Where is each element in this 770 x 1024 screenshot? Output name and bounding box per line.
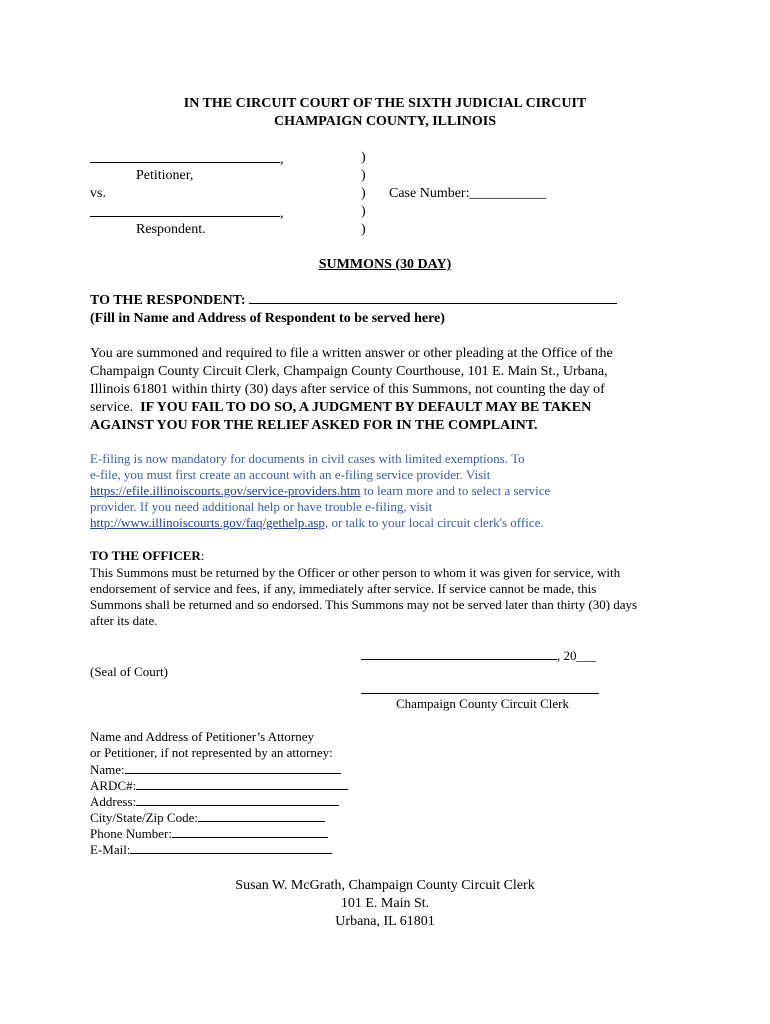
clerk-city: Urbana, IL 61801 [335, 914, 435, 929]
officer-heading: TO THE OFFICER: [90, 548, 205, 563]
attorney-city-blank[interactable] [198, 821, 325, 822]
attorney-ardc-field: ARDC#: [90, 778, 348, 794]
attorney-heading: Name and Address of Petitioner’s Attorney [90, 729, 314, 744]
petitioner-blank[interactable] [90, 162, 280, 163]
case-number-blank[interactable]: ___________ [469, 186, 547, 201]
clerk-label: Champaign County Circuit Clerk [396, 696, 569, 711]
attorney-name-field: Name: [90, 762, 341, 778]
respondent-label: Respondent. [136, 222, 206, 237]
default-warning-cont: AGAINST YOU FOR THE RELIEF ASKED FOR IN THE COMPLAINT. [90, 418, 538, 433]
officer-line: after its date. [90, 613, 158, 628]
clerk-street: 101 E. Main St. [340, 896, 430, 911]
efiling-line: https://efile.illinoiscourts.gov/service-providers.htm to learn more and to select a service [90, 483, 551, 498]
efiling-line: e-file, you must first create an account with an e-filing service provider. Visit [90, 467, 491, 482]
petitioner-line: , [90, 151, 284, 168]
body-line: service. IF YOU FAIL TO DO SO, A JUDGMENT BY DEFAULT MAY BE TAKEN [90, 400, 592, 415]
attorney-ardc-blank[interactable] [136, 789, 348, 790]
county-heading: CHAMPAIGN COUNTY, ILLINOIS [273, 114, 497, 129]
respondent-fill-instruction: (Fill in Name and Address of Respondent to be served here) [90, 311, 445, 326]
respondent-line: , [90, 205, 284, 222]
caption-paren: ) [361, 168, 366, 183]
caption-paren: ) [361, 150, 366, 165]
attorney-phone-field: Phone Number: [90, 826, 328, 842]
court-heading: IN THE CIRCUIT COURT OF THE SIXTH JUDICIAL CIRCUIT [183, 96, 587, 111]
clerk-name: Susan W. McGrath, Champaign County Circuit Clerk [235, 878, 535, 893]
attorney-city-field: City/State/Zip Code: [90, 810, 325, 826]
caption-paren: ) [361, 186, 366, 201]
efiling-line: http://www.illinoiscourts.gov/faq/gethelp.asp, or talk to your local circuit clerk's office. [90, 515, 544, 530]
caption-paren: ) [361, 222, 366, 237]
attorney-address-field: Address: [90, 794, 339, 810]
attorney-email-blank[interactable] [130, 853, 332, 854]
officer-line: endorsement of service and fees, if any, immediately after service. If service cannot be made, this [90, 581, 597, 596]
respondent-blank[interactable] [90, 216, 280, 217]
case-number-label: Case Number: [389, 186, 470, 201]
body-line: Champaign County Circuit Clerk, Champaign County Courthouse, 101 E. Main St., Urbana, [90, 364, 608, 379]
efiling-line: provider. If you need additional help or have trouble e-filing, visit [90, 499, 433, 514]
clerk-signature-line[interactable] [361, 693, 599, 694]
attorney-heading-cont: or Petitioner, if not represented by an attorney: [90, 745, 333, 760]
petitioner-label: Petitioner, [136, 168, 194, 183]
respondent-name-blank[interactable] [249, 303, 617, 304]
attorney-phone-blank[interactable] [172, 837, 328, 838]
officer-line: This Summons must be returned by the Officer or other person to whom it was given for service, with [90, 565, 621, 580]
caption-paren: ) [361, 204, 366, 219]
vs-label: vs. [90, 186, 106, 201]
body-line: You are summoned and required to file a written answer or other pleading at the Office of the [90, 346, 613, 361]
officer-line: Summons shall be returned and so endorsed. This Summons may not be served later than thirty (30) days [90, 597, 638, 612]
efile-providers-link[interactable]: https://efile.illinoiscourts.gov/service-providers.htm [90, 483, 361, 498]
summons-title: SUMMONS (30 DAY) [318, 257, 452, 272]
attorney-name-blank[interactable] [125, 773, 341, 774]
seal-of-court: (Seal of Court) [90, 664, 168, 679]
efiling-line: E-filing is now mandatory for documents in civil cases with limited exemptions. To [90, 451, 525, 466]
gethelp-link[interactable]: http://www.illinoiscourts.gov/faq/gethelp.asp, [90, 515, 329, 530]
date-line: , 20___ [361, 648, 596, 664]
case-number-field [389, 185, 546, 202]
to-respondent-label: TO THE RESPONDENT: [90, 293, 246, 308]
attorney-email-field: E-Mail: [90, 842, 332, 858]
body-line: Illinois 61801 within thirty (30) days after service of this Summons, not counting the day of [90, 382, 605, 397]
default-warning: IF YOU FAIL TO DO SO, A JUDGMENT BY DEFAULT MAY BE TAKEN [140, 400, 592, 415]
to-respondent-line [90, 292, 617, 309]
attorney-address-blank[interactable] [136, 805, 339, 806]
date-blank[interactable] [361, 659, 557, 660]
